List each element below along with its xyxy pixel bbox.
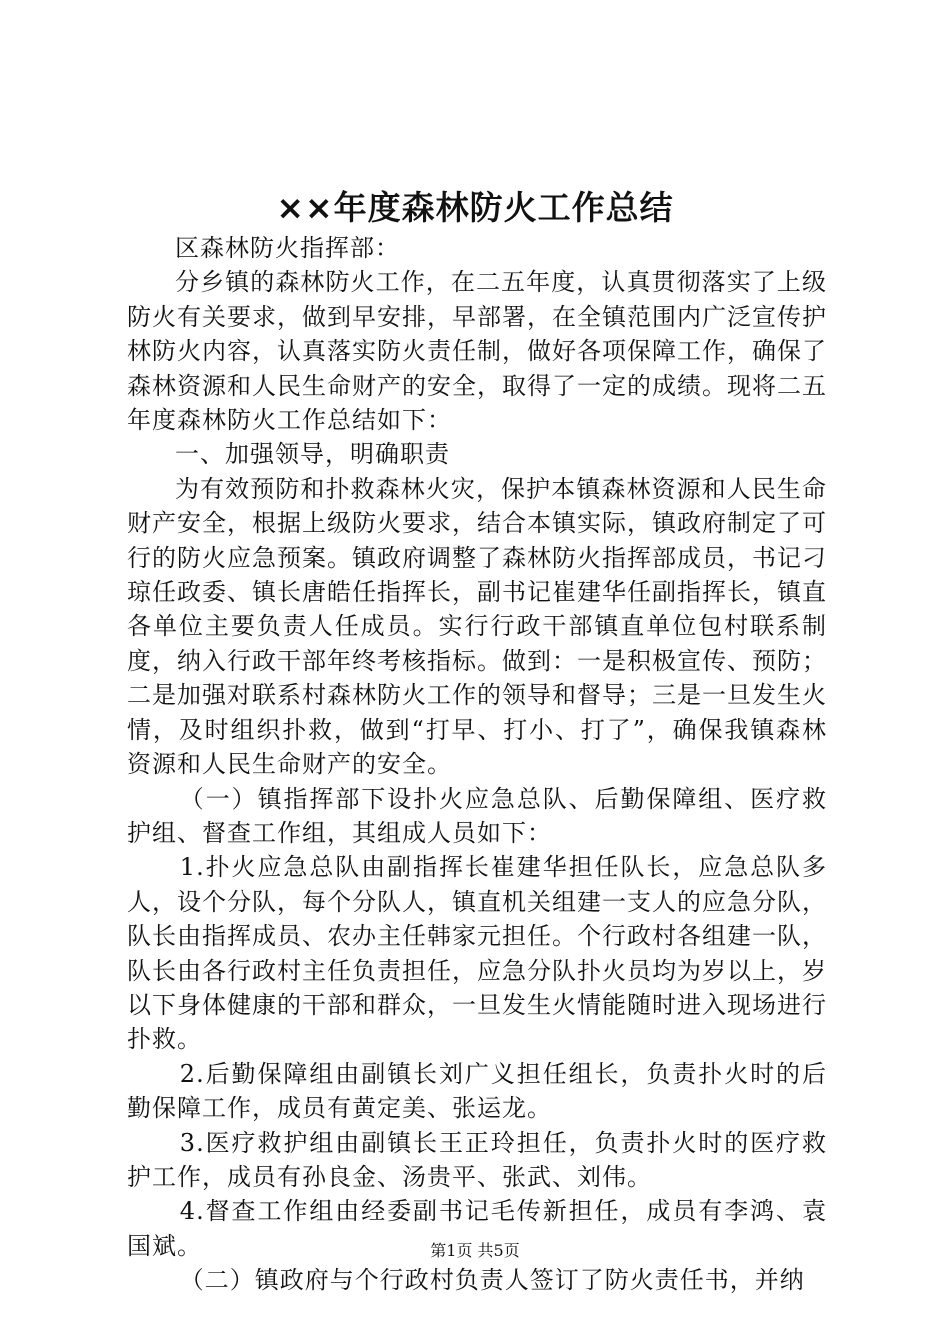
- page-footer: 第1页 共5页: [430, 1241, 520, 1260]
- section-heading: 一、加强领导，明确职责: [175, 440, 450, 469]
- subsection-paragraph: （一）镇指挥部下设扑火应急总队、后勤保障组、医疗救护组、督查工作组，其组成人员如下：: [127, 784, 827, 847]
- list-item: 3.医疗救护组由副镇长王正玲担任，负责扑火时的医疗救护工作，成员有孙良金、汤贵平、张武、刘伟。: [127, 1128, 827, 1191]
- list-item: 4.督查工作组由经委副书记毛传新担任，成员有李鸿、袁国斌。: [127, 1197, 827, 1260]
- subsection-paragraph: （二）镇政府与个行政村负责人签订了防火责任书，并纳: [179, 1266, 805, 1295]
- list-item: 2.后勤保障组由副镇长刘广义担任组长，负责扑火时的后勤保障工作，成员有黄定美、张运龙。: [127, 1059, 827, 1123]
- salutation: 区森林防火指挥部：: [175, 234, 400, 262]
- document-body: [127, 231, 827, 1298]
- intro-paragraph: 分乡镇的森林防火工作，在二五年度，认真贯彻落实了上级防火有关要求，做到早安排，早部署，在全镇范围内广泛宣传护林防火内容，认真落实防火责任制，做好各项保障工作，确保了森林资源和人民生命财产的安全，取得了一定的成绩。现将二五年度森林防火工作总结如下：: [127, 268, 827, 435]
- body-paragraph: 为有效预防和扑救森林火灾，保护本镇森林资源和人民生命财产安全，根据上级防火要求，结合本镇实际，镇政府制定了可行的防火应急预案。镇政府调整了森林防火指挥部成员，书记刁琼任政委、镇长唐皓任指挥长，副书记崔建华任副指挥长，镇直各单位主要负责人任成员。实行行政干部镇直单位包村联系制度，纳入行政干部年终考核指标。做到：一是积极宣传、预防；二是加强对联系村森林防火工作的领导和督导；三是一旦发生火情，及时组织扑救，做到“打早、打小、打了”，确保我镇森林资源和人民生命财产的安全。: [127, 474, 827, 779]
- document-title: ××年度森林防火工作总结: [276, 188, 674, 227]
- list-item: 1.扑火应急总队由副指挥长崔建华担任队长，应急总队多人，设个分队，每个分队人，镇直机关组建一支人的应急分队，队长由指挥成员、农办主任韩家元担任。个行政村各组建一队，队长由各行政村主任负责担任，应急分队扑火员均为岁以上，岁以下身体健康的干部和群众，一旦发生火情能随时进入现场进行扑救。: [127, 853, 827, 1054]
